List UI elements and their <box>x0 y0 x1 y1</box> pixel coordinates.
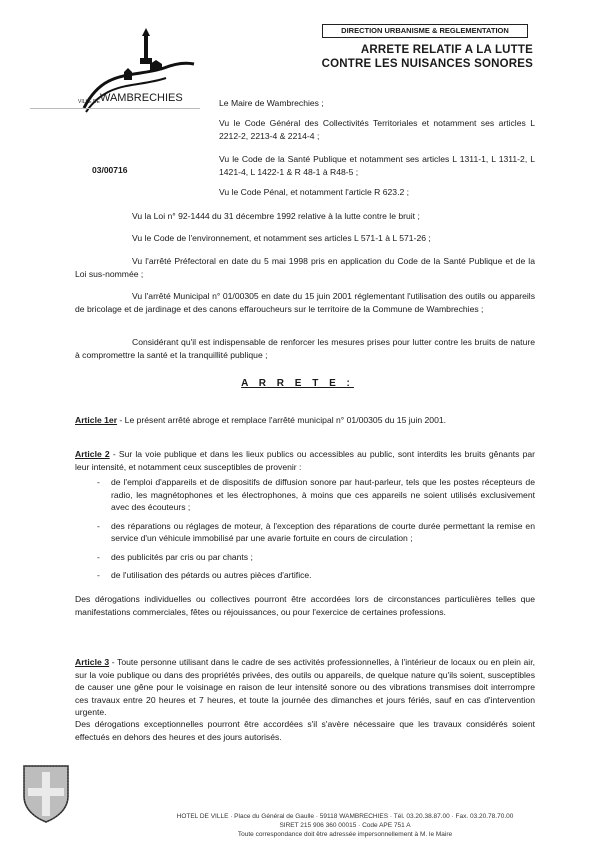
logo-underline <box>30 108 200 109</box>
department-label: DIRECTION URBANISME & REGLEMENTATION <box>322 24 528 38</box>
logo-prefix: VILLE DE <box>78 99 100 105</box>
considerant: Considérant qu'il est indispensable de renforcer les mesures prises pour lutter contre les bruits de nature à compromettre la santé et la tranquillité publique ; <box>75 337 535 360</box>
article-2-intro <box>75 448 535 473</box>
article-2-label: Article 2 <box>75 449 110 459</box>
article-1-text: - Le présent arrêté abroge et remplace l'arrêté municipal n° 01/00305 du 15 juin 2001. <box>117 415 447 425</box>
list-item: - de l'emploi d'appareils et de dispositifs de diffusion sonore par haut-parleur, tels que les postes récepteurs de radio, les magnétophones et les électrophones, à moins que ces appareils ne soient utilisés exclusivement avec des écouteurs ; <box>111 476 535 514</box>
shield-icon <box>22 764 70 824</box>
coat-of-arms <box>22 764 70 824</box>
article-1 <box>75 414 535 427</box>
article-3 <box>75 656 535 719</box>
vu-csp: Vu le Code de la Santé Publique et notamment ses articles L 1311-1, L 1311-2, L 1421-4, L 1422-1 & R 48-1 à R48-5 ; <box>219 154 535 177</box>
article-2-list <box>111 476 535 588</box>
list-item: - des réparations ou réglages de moteur, à l'exception des réparations de courte durée permettant la remise en service d'un véhicule immobilisé par une avarie fortuite en cours de circulation ; <box>111 520 535 545</box>
vu-arrete-municipal: Vu l'arrêté Municipal n° 01/00305 en date du 15 juin 2001 réglementant l'utilisation des outils ou appareils de bricolage et de jardinage et des canons effaroucheurs sur le territoire de la Commune de Wambrechies ; <box>75 291 535 314</box>
article-3-label: Article 3 <box>75 657 110 667</box>
arrete-heading: A R R E T E : <box>241 378 354 389</box>
maire-line: Le Maire de Wambrechies ; <box>219 98 324 108</box>
vu-code-penal: Vu le Code Pénal, et notamment l'article R 623.2 ; <box>219 187 410 197</box>
reference-number: 03/00716 <box>92 165 128 175</box>
article-3-derogations: Des dérogations exceptionnelles pourront être accordées s'il s'avère nécessaire que les travaux considérés soient effectués en dehors des heures et des jours autorisés. <box>75 719 535 742</box>
footer-address: HOTEL DE VILLE · Place du Général de Gaulle · 59118 WAMBRECHIES · Tél. 03.20.38.87.00 · Fax. 03.20.78.70.00 <box>176 813 514 820</box>
article-1-label: Article 1er <box>75 415 118 425</box>
list-item: - de l'utilisation des pétards ou autres pièces d'artifice. <box>111 569 535 582</box>
article-2-outro: Des dérogations individuelles ou collectives pourront être accordées lors de circonstances particulières telles que manifestations commerciales, fêtes ou réjouissances, ou pour l'exercice de certaines professions. <box>75 594 535 617</box>
city-silhouette-icon <box>24 28 199 118</box>
footer <box>140 812 550 839</box>
article-2-intro-text: - Sur la voie publique et dans les lieux publics ou accessibles au public, sont interdits les bruits gênants par leur intensité, et notamment ceux susceptibles de provenir : <box>75 449 535 472</box>
article-3-text: - Toute personne utilisant dans le cadre de ses activités professionnelles, à l'intérieur de locaux ou en plein air, sur la voie publique ou dans des propriétés privées, des outils ou appareils, de quelque nature qu'ils soient, susceptibles de causer une gêne pour le voisinage en raison de leur intensité sonore ou des vibrations transmises doit interrompre ces travaux entre 20 heures et 7 heures, et toute la journée des dimanches et jours fériés, sauf en cas d'intervention urgente. <box>75 657 535 717</box>
document-title-line2: CONTRE LES NUISANCES SONORES <box>321 58 533 70</box>
logo <box>24 28 199 118</box>
vu-arrete-prefectoral: Vu l'arrêté Préfectoral en date du 5 mai 1998 pris en application du Code de la Santé Publique et de la Loi sus-nommée ; <box>75 256 535 279</box>
footer-siret: SIRET 215 906 360 00015 · Code APE 751 A <box>279 822 411 829</box>
logo-wordmark: WAMBRECHIES <box>100 92 183 104</box>
list-item: - des publicités par cris ou par chants ; <box>111 551 535 564</box>
vu-cgct: Vu le Code Général des Collectivités Territoriales et notamment ses articles L 2212-2, 2213-4 & 2214-4 ; <box>219 118 535 141</box>
footer-correspondance: Toute correspondance doit être adressée impersonnellement à M. le Maire <box>237 831 453 838</box>
vu-loi-bruit: Vu la Loi n° 92-1444 du 31 décembre 1992 relative à la lutte contre le bruit ; <box>132 211 420 221</box>
vu-code-environnement: Vu le Code de l'environnement, et notamment ses articles L 571-1 à L 571-26 ; <box>132 233 431 243</box>
document-title-line1: ARRETE RELATIF A LA LUTTE <box>360 44 533 56</box>
